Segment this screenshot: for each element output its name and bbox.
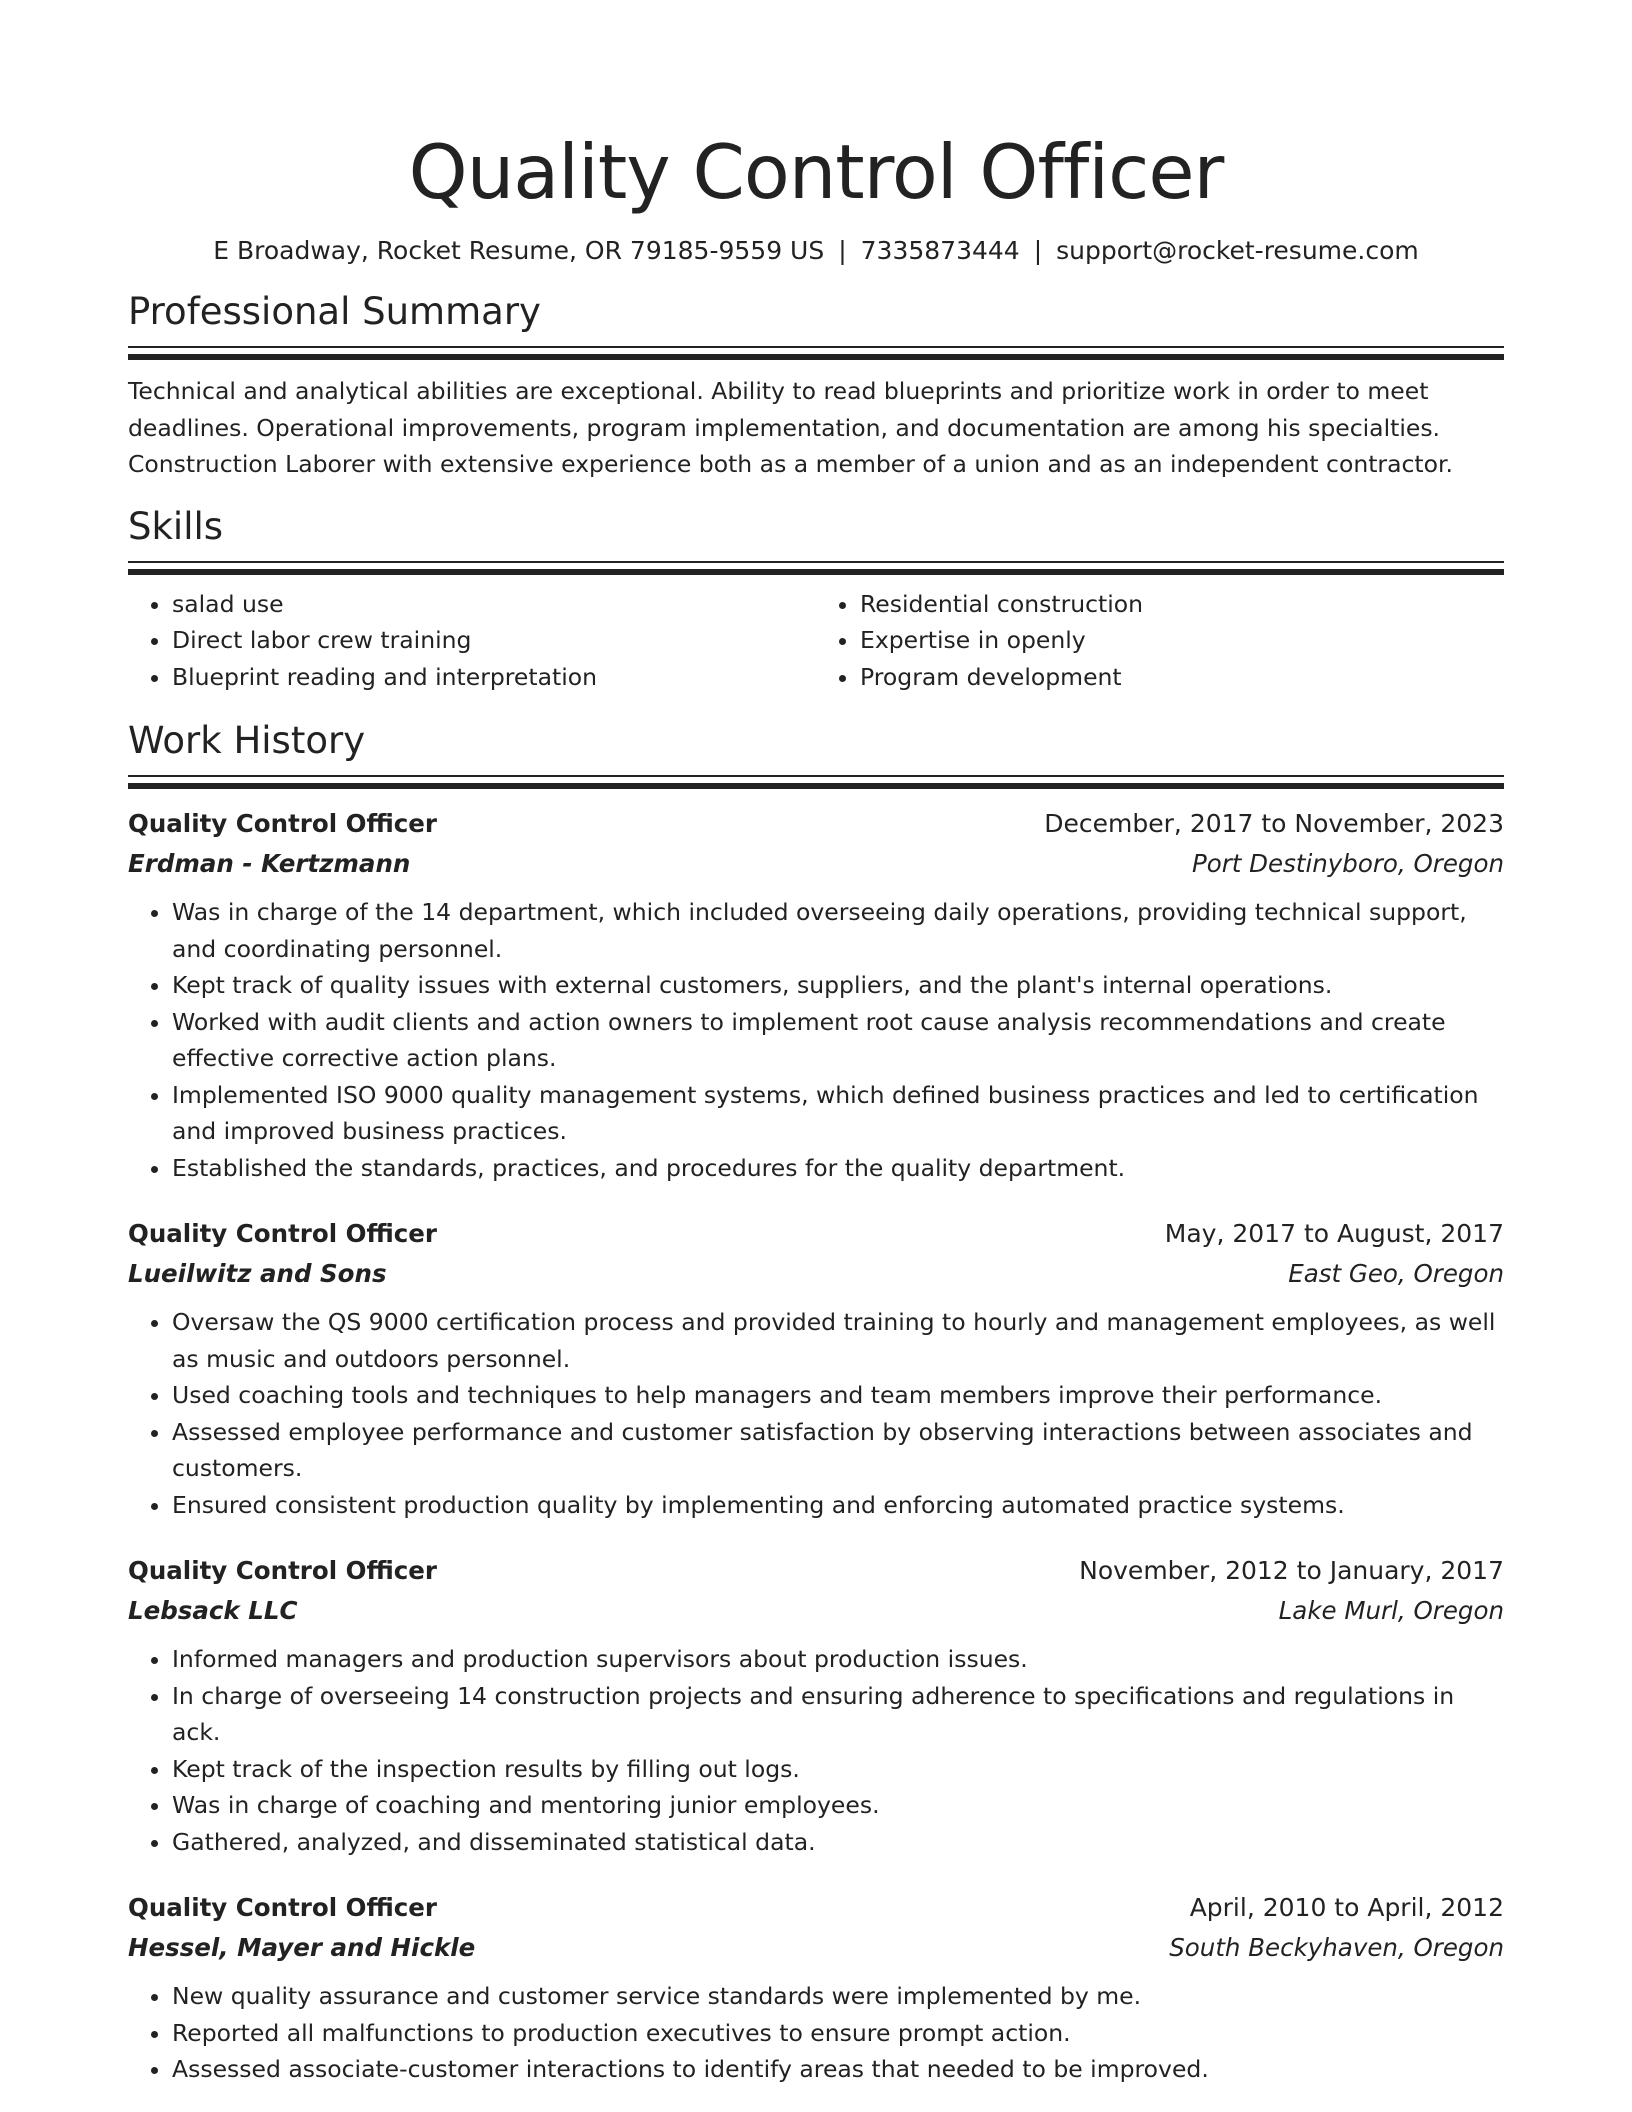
job-bullet: • Reported all malfunctions to production executives to ensure prompt action. [172, 2015, 1504, 2052]
section-title-skills: Skills [128, 504, 224, 548]
job-dates: November, 2012 to January, 2017 [1079, 1556, 1504, 1585]
job-bullet: • Ensured consistent production quality by implementing and enforcing automated practice systems. [172, 1487, 1504, 1524]
resume-name: Quality Control Officer [408, 128, 1224, 216]
job-bullet: • Assessed employee performance and customer satisfaction by observing interactions between associates and customers. [172, 1414, 1504, 1487]
skill-item: • Direct labor crew training [172, 622, 816, 659]
job-bullet: • Assessed associate-customer interactions to identify areas that needed to be improved. [172, 2051, 1504, 2088]
job-bullet: • Kept track of quality issues with external customers, suppliers, and the plant's internal operations. [172, 967, 1504, 1004]
job-location: Lake Murl, Oregon [1278, 1596, 1504, 1625]
skill-item: • Program development [860, 659, 1504, 696]
skills-column-right [816, 586, 1504, 696]
job-dates: December, 2017 to November, 2023 [1044, 809, 1504, 838]
contact-address: E Broadway, Rocket Resume, OR 79185-9559 US [213, 236, 825, 265]
skill-item: • Expertise in openly [860, 622, 1504, 659]
contact-email: support@rocket-resume.com [1056, 236, 1419, 265]
job-bullet: • Was in charge of the 14 department, which included overseeing daily operations, providing technical support, and coordinating personnel. [172, 894, 1504, 967]
job-header [128, 804, 1504, 844]
job-title: Quality Control Officer [128, 1893, 437, 1922]
job-entry [128, 1214, 1504, 1523]
job-location: South Beckyhaven, Oregon [1169, 1933, 1504, 1962]
job-entry [128, 1888, 1504, 2088]
job-bullet: • Was in charge of coaching and mentoring junior employees. [172, 1787, 1504, 1824]
contact-phone: 7335873444 [860, 236, 1020, 265]
skills-list [128, 586, 1504, 696]
job-subheader [128, 1928, 1504, 1968]
job-header [128, 1214, 1504, 1254]
job-header [128, 1888, 1504, 1928]
job-bullet: • Oversaw the QS 9000 certification process and provided training to hourly and management employees, as well as music and outdoors personnel. [172, 1304, 1504, 1377]
job-bullets [128, 894, 1504, 1186]
job-bullet: • Implemented ISO 9000 quality management systems, which defined business practices and led to certification and improved business practices. [172, 1077, 1504, 1150]
summary-text: Technical and analytical abilities are exceptional. Ability to read blueprints and prioritize work in order to meet deadlines. Operational improvements, program implementation, and documentation are among his specialties. Construction Laborer with extensive experience both as a member of a union and as an independent contractor. [128, 377, 1453, 478]
section-title-work-history: Work History [128, 719, 366, 762]
job-subheader [128, 844, 1504, 884]
job-title: Quality Control Officer [128, 809, 437, 838]
job-dates: April, 2010 to April, 2012 [1189, 1893, 1504, 1922]
job-company: Lueilwitz and Sons [128, 1259, 387, 1288]
job-subheader [128, 1254, 1504, 1294]
job-bullet: • Worked with audit clients and action owners to implement root cause analysis recommendations and create effective corrective action plans. [172, 1004, 1504, 1077]
contact-separator: | [1033, 236, 1043, 265]
work-history-section [128, 717, 1504, 2088]
section-divider [128, 346, 1504, 361]
job-bullet: • New quality assurance and customer service standards were implemented by me. [172, 1978, 1504, 2015]
skills-column-left [128, 586, 816, 696]
section-divider [128, 775, 1504, 790]
skills-section [128, 503, 1504, 696]
job-location: Port Destinyboro, Oregon [1191, 849, 1504, 878]
job-company: Erdman - Kertzmann [128, 849, 411, 878]
contact-separator: | [838, 236, 847, 265]
resume-page [128, 0, 1504, 2088]
job-bullets [128, 1978, 1504, 2088]
skill-item: • Blueprint reading and interpretation [172, 659, 816, 696]
job-bullet: • Kept track of the inspection results by filling out logs. [172, 1751, 1504, 1788]
job-dates: May, 2017 to August, 2017 [1164, 1219, 1504, 1248]
section-title-summary: Professional Summary [128, 290, 541, 333]
job-company: Hessel, Mayer and Hickle [128, 1933, 476, 1962]
summary-section [128, 288, 1504, 483]
job-bullet: • Gathered, analyzed, and disseminated statistical data. [172, 1824, 1504, 1861]
job-bullet: • Informed managers and production supervisors about production issues. [172, 1641, 1504, 1678]
job-bullets [128, 1641, 1504, 1860]
job-subheader [128, 1591, 1504, 1631]
job-location: East Geo, Oregon [1288, 1259, 1504, 1288]
job-header [128, 1551, 1504, 1591]
job-entry [128, 804, 1504, 1186]
job-bullet: • In charge of overseeing 14 construction projects and ensuring adherence to specifications and regulations in ack. [172, 1678, 1504, 1751]
job-bullet: • Established the standards, practices, and procedures for the quality department. [172, 1150, 1504, 1187]
skill-item: • Residential construction [860, 586, 1504, 623]
job-title: Quality Control Officer [128, 1556, 437, 1585]
job-bullets [128, 1304, 1504, 1523]
job-bullet: • Used coaching tools and techniques to help managers and team members improve their performance. [172, 1377, 1504, 1414]
skill-item: • salad use [172, 586, 816, 623]
job-entry [128, 1551, 1504, 1860]
job-title: Quality Control Officer [128, 1219, 437, 1248]
job-company: Lebsack LLC [128, 1596, 298, 1625]
section-divider [128, 561, 1504, 576]
contact-line [128, 234, 1504, 268]
